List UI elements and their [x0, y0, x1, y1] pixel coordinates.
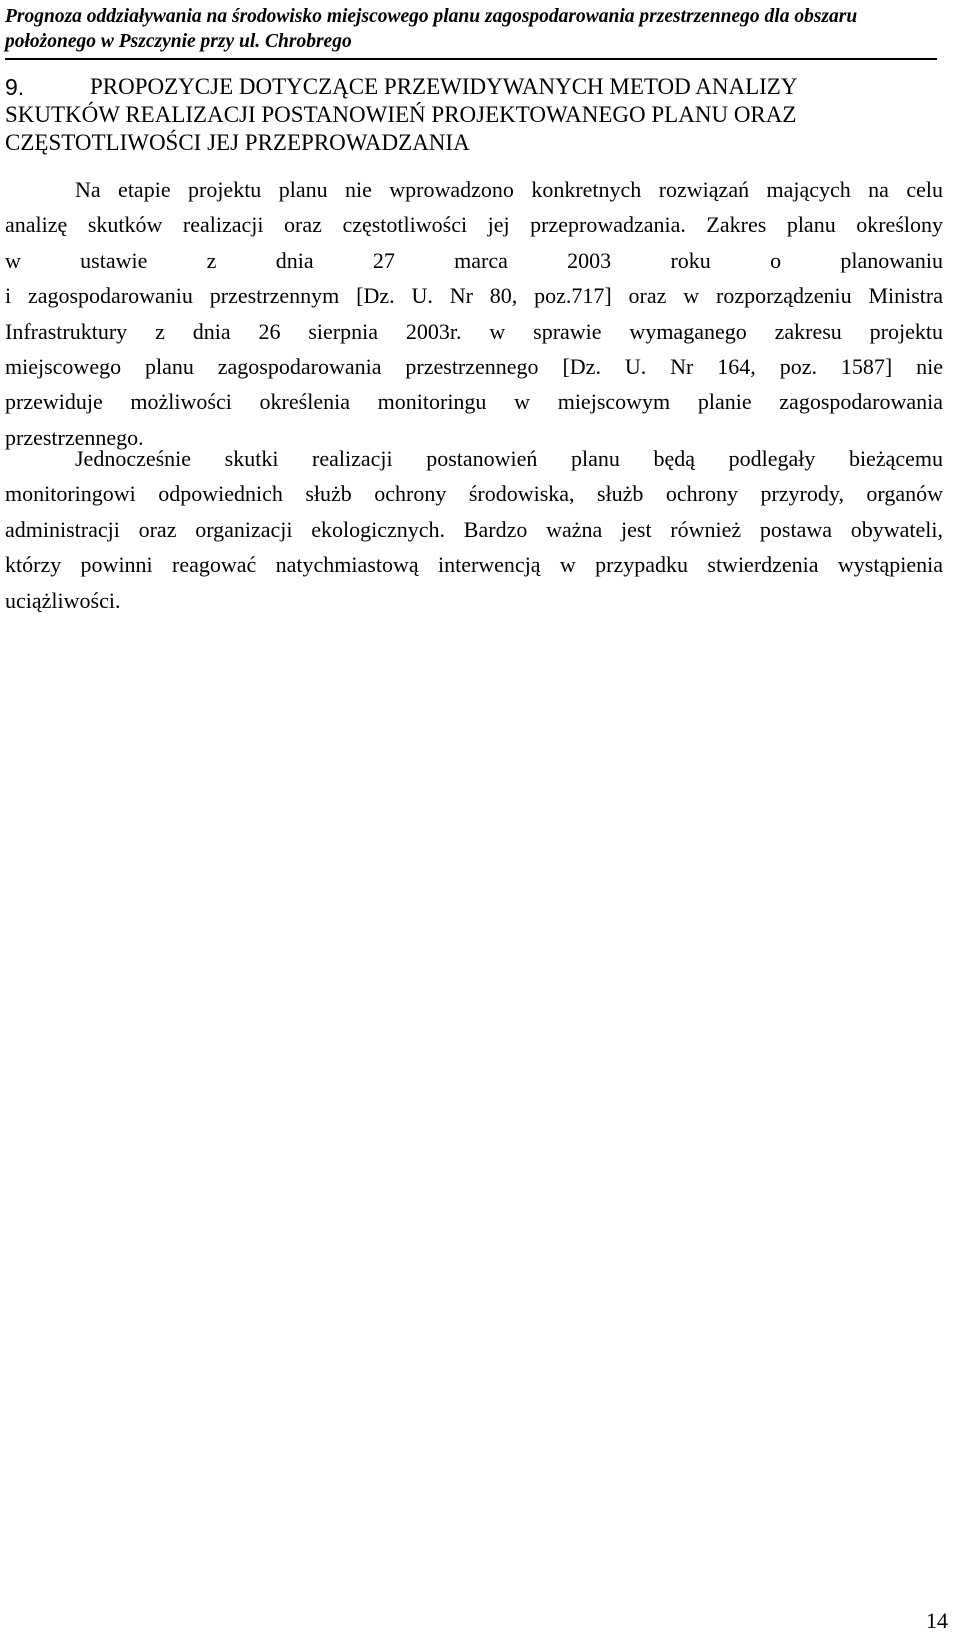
paragraph-1-line: i zagospodarowaniu przestrzennym [Dz. U. Nr 80, poz.717] oraz w rozporządzeniu Ministra [5, 283, 943, 309]
paragraph-1-line: Na etapie projektu planu nie wprowadzono konkretnych rozwiązań mających na celu [75, 177, 943, 202]
paragraph-1 [5, 172, 943, 455]
paragraph-1-line: Infrastruktury z dnia 26 sierpnia 2003r. w sprawie wymaganego zakresu projektu [5, 318, 943, 344]
paragraph-1-line: w ustawie z dnia 27 marca 2003 roku o planowaniu [5, 247, 943, 273]
section-title-line-2: SKUTKÓW REALIZACJI POSTANOWIEŃ PROJEKTOWANEGO PLANU ORAZ [5, 102, 797, 127]
page-number: 14 [926, 1608, 948, 1633]
paragraph-2-line: Jednocześnie skutki realizacji postanowień planu będą podlegały bieżącemu [75, 446, 943, 471]
paragraph-2-line: administracji oraz organizacji ekologicznych. Bardzo ważna jest również postawa obywateli, [5, 516, 943, 542]
paragraph-2 [5, 441, 943, 618]
paragraph-1-line: przewiduje możliwości określenia monitoringu w miejscowym planie zagospodarowania [5, 389, 943, 415]
section-title-line-1: PROPOZYCJE DOTYCZĄCE PRZEWIDYWANYCH METOD ANALIZY [90, 74, 798, 99]
paragraph-2-line: którzy powinni reagować natychmiastową interwencją w przypadku stwierdzenia wystąpienia [5, 552, 943, 578]
section-title-line-3: CZĘSTOTLIWOŚCI JEJ PRZEPROWADZANIA [5, 130, 470, 155]
paragraph-2-line: uciążliwości. [5, 587, 121, 613]
running-header-line-2: położonego w Pszczynie przy ul. Chrobrego [5, 31, 352, 52]
section-heading [5, 73, 940, 157]
paragraph-1-line: analizę skutków realizacji oraz częstotliwości jej przeprowadzania. Zakres planu określony [5, 212, 943, 238]
running-header [5, 4, 937, 60]
paragraph-1-line: przestrzennego. [5, 424, 144, 450]
paragraph-1-line: miejscowego planu zagospodarowania przestrzennego [Dz. U. Nr 164, poz. 1587] nie [5, 354, 943, 380]
section-number: 9. [5, 74, 25, 100]
running-header-line-1: Prognoza oddziaływania na środowisko miejscowego planu zagospodarowania przestrzennego dla obszaru [5, 6, 858, 27]
paragraph-2-line: monitoringowi odpowiednich służb ochrony środowiska, służb ochrony przyrody, organów [5, 481, 943, 507]
